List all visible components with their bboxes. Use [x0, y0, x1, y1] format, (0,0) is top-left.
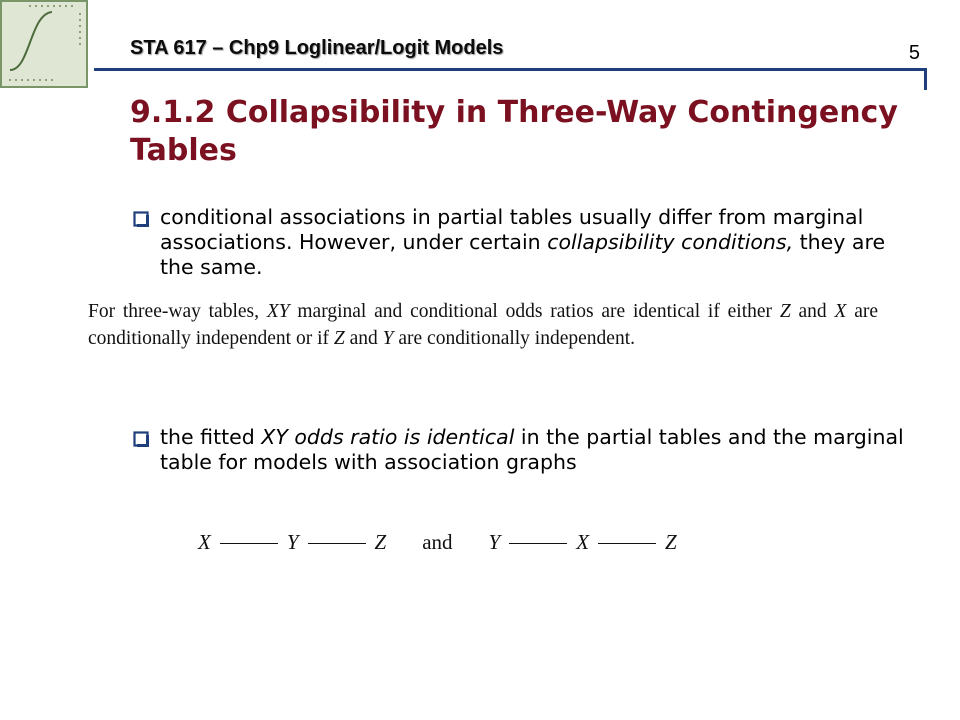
logo-icon	[0, 0, 88, 88]
bullet2-text-b: in the partial tables and the marginal table for models with association graphs	[160, 425, 904, 474]
bullet1-emphasis: collapsibility conditions,	[547, 230, 794, 254]
graphs-and: and	[422, 530, 453, 554]
bullet-fitted-odds	[133, 425, 923, 475]
textbook-quote: For three-way tables, XY marginal and conditional odds ratios are identical if either Z and X are conditionally independent or if Z and Y are conditionally independent.	[88, 301, 878, 349]
slide-title: 9.1.2 Collapsibility in Three-Way Contingency Tables	[130, 95, 898, 168]
graph-edge	[308, 543, 366, 544]
bullet2-emphasis: XY odds ratio is identical	[261, 425, 515, 449]
header-rule-tick	[924, 68, 927, 90]
bullet1-text-a: conditional associations in partial tables usually differ from marginal associations. However, under certain	[160, 205, 864, 254]
page-number: 5	[908, 42, 920, 64]
graph-edge	[598, 543, 656, 544]
checkbox-bullet-icon	[133, 428, 149, 444]
graph2-node: X	[576, 530, 590, 554]
bullet2-text-a: the fitted	[160, 425, 262, 449]
checkbox-bullet-icon	[133, 208, 149, 224]
graph1-node: Z	[374, 530, 387, 554]
graph1-node: X	[198, 530, 211, 554]
bullet-collapsibility	[133, 205, 923, 280]
header-title: STA 617 – Chp9 Loglinear/Logit Models	[130, 37, 504, 59]
graph2-node: Y	[488, 530, 501, 554]
graph1-node: Y	[286, 530, 299, 554]
bullet1-text-b: they are the same.	[160, 230, 886, 279]
association-graphs	[198, 530, 677, 555]
graph-edge	[509, 543, 567, 544]
graph-edge	[220, 543, 278, 544]
graph2-node: Z	[665, 530, 677, 554]
header-rule	[94, 68, 927, 71]
